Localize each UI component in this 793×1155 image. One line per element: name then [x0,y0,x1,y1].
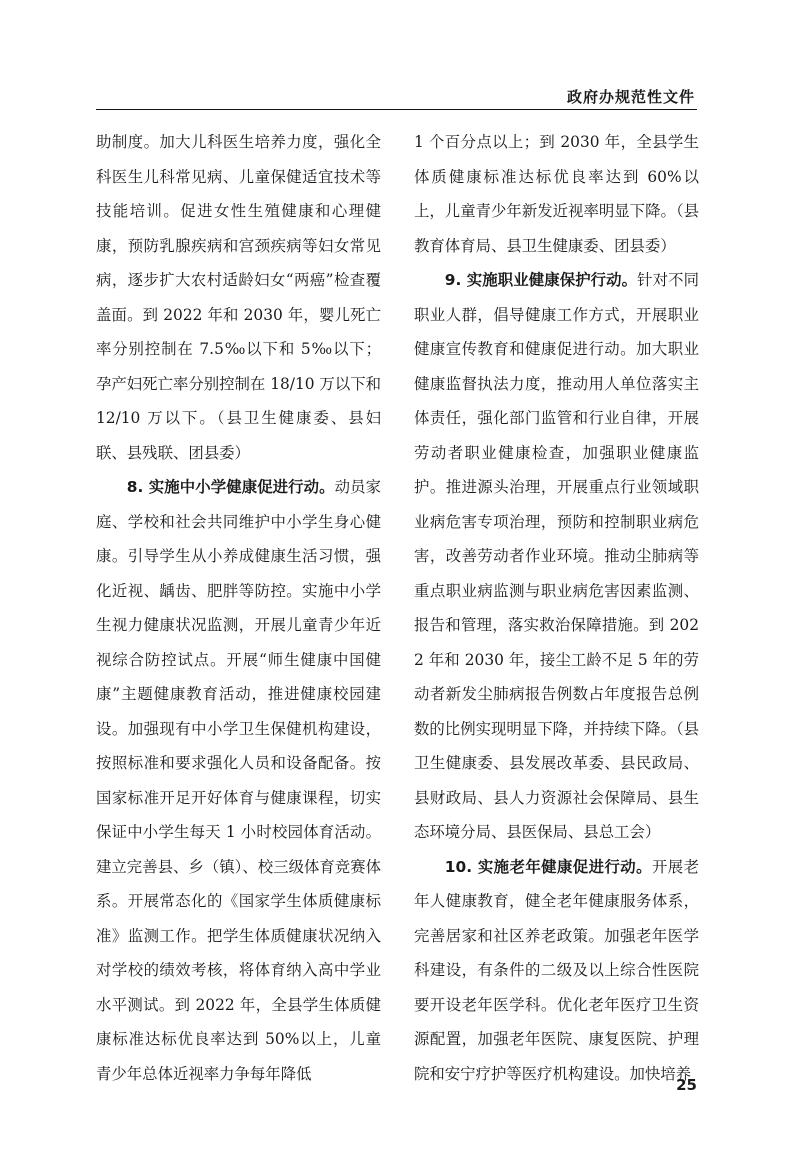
section-10-body: 开展老年人健康教育，健全老年健康服务体系，完善居家和社区养老政策。加强老年医学科建设，有条件的二级及以上综合性医院要开设老年医学科。优化老年医疗卫生资源配置，加强老年医院、康复医院、护理院和安宁疗护等医疗机构建设。加快培养 [414,857,699,1083]
header-rule [96,109,697,110]
paragraph-continued: 助制度。加大儿科医生培养力度，强化全科医生儿科常见病、儿童保健适宜技术等技能培训。促进女性生殖健康和心理健康，预防乳腺疾病和宫颈疾病等妇女常见病，逐步扩大农村适龄妇女“两癌”检查覆盖面。到 2022 年和 2030 年，婴儿死亡率分别控制在 7.5‰以下和 5‰以下；孕产妇死亡率分别控制在 18/10 万以下和 12/10 万以下。（县卫生健康委、县妇联、县残联、团县委） [96,133,381,462]
page-number: 25 [676,1076,697,1094]
section-8-heading: 8. 实施中小学健康促进行动。 [126,478,335,496]
left-column [96,125,381,1083]
section-10-heading: 10. 实施老年健康促进行动。 [444,857,652,876]
document-category-header: 政府办规范性文件 [566,88,695,106]
paragraph-section-8 [96,470,381,1091]
right-column [414,125,699,1083]
section-9-body: 针对不同职业人群，倡导健康工作方式，开展职业健康宣传教育和健康促进行动。加大职业健康监督执法力度，推动用人单位落实主体责任，强化部门监管和行业自律，开展劳动者职业健康检查，加强职业健康监护。推进源头治理，开展重点行业领域职业病危害专项治理，预防和控制职业病危害，改善劳动者作业环境。推动尘肺病等重点职业病监测与职业病危害因素监测、报告和管理，落实救治保障措施。到 2022 年和 2030 年，接尘工龄不足 5 年的劳动者新发尘肺病报告例数占年度报告总例数的比例实现明显下降，并持续下降。（县卫生健康委、县发展改革委、县民政局、县财政局、县人力资源社会保障局、县生态环境分局、县医保局、县总工会） [414,271,699,841]
section-8-body: 动员家庭、学校和社会共同维护中小学生身心健康。引导学生从小养成健康生活习惯，强化近视、龋齿、肥胖等防控。实施中小学生视力健康状况监测，开展儿童青少年近视综合防控试点。开展“师生健康中国健康”主题健康教育活动，推进健康校园建设。加强现有中小学卫生保健机构建设，按照标准和要求强化人员和设备配备。按国家标准开足开好体育与健康课程，切实保证中小学生每天 1 小时校园体育活动。建立完善县、乡（镇）、校三级体育竞赛体系。开展常态化的《国家学生体质健康标准》监测工作。把学生体质健康状况纳入对学校的绩效考核，将体育纳入高中学业水平测试。到 2022 年，全县学生体质健康标准达标优良率达到 50%以上，儿童青少年总体近视率力争每年降低 [96,478,381,1083]
section-9-heading: 9. 实施职业健康保护行动。 [444,271,638,289]
paragraph-continued-right: 1 个百分点以上；到 2030 年，全县学生体质健康标准达标优良率达到 60%以上，儿童青少年新发近视率明显下降。（县教育体育局、县卫生健康委、团县委） [414,133,699,255]
paragraph-section-10 [414,850,699,1092]
paragraph-section-9 [414,263,699,850]
